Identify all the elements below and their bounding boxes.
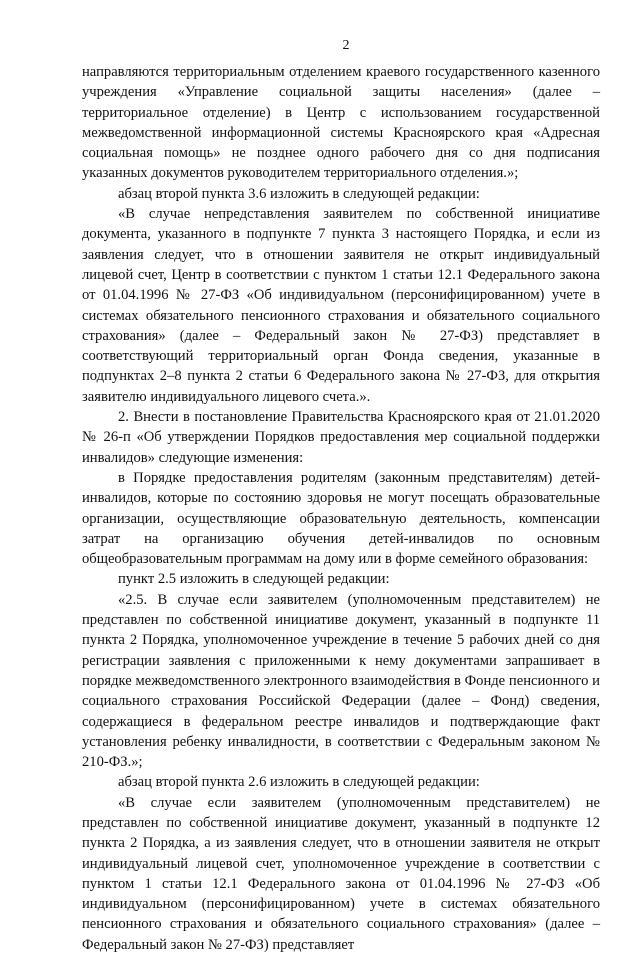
paragraph-order-title: в Порядке предоставления родителям (законным представителям) детей-инвалидов, которые по состоянию здоровья не могут посещать образовательные организации, осуществляющие образовательную деятельность, компенсации затрат на организацию обучения детей-инвалидов по основным общеобразовательным программам на дому или в форме семейного образования:: [82, 469, 600, 568]
paragraph-continuation: направляются территориальным отделением краевого государственного казенного учреждения «Управление социальной защиты населения» (далее – территориальное отделение) в Центр с использованием государственной межведомственной информационной системы Красноярского края «Адресная социальная помощь» не позднее одного рабочего дня со дня подписания указанных документов руководителем территориального отделения.»;: [82, 64, 600, 182]
paragraph-amendment-3-6-text: «В случае непредставления заявителем по собственной инициативе документа, указанного в подпункте 7 пункта 3 настоящего Порядка, и если из заявления следует, что в отношении заявителя не открыт индивидуальный лицевой счет, Центр в соответствии с пунктом 1 статьи 12.1 Федерального закона от 01.04.1996 № 27-ФЗ «Об индивидуальном (персонифицированном) учете в системах обязательного пенсионного страхования и обязательного социального страхования» (далее – Федеральный закон № 27-ФЗ) представляет в соответствующий территориальный орган Фонда сведения, указанные в подпунктах 2–8 пункта 2 статьи 6 Федерального закона № 27-ФЗ, для открытия заявителю индивидуального лицевого счета.».: [82, 206, 600, 405]
document-body: [82, 62, 600, 955]
paragraph-item-2: 2. Внести в постановление Правительства Красноярского края от 21.01.2020 № 26-п «Об утверждении Порядков предоставления мер социальной поддержки инвалидов» следующие изменения:: [82, 409, 600, 466]
paragraph-amendment-3-6-heading: абзац второй пункта 3.6 изложить в следующей редакции:: [118, 185, 480, 202]
paragraph-amendment-2-5-heading: пункт 2.5 изложить в следующей редакции:: [118, 571, 390, 588]
paragraph-amendment-2-6-heading: абзац второй пункта 2.6 изложить в следующей редакции:: [118, 774, 480, 791]
page-number: 2: [342, 38, 350, 53]
paragraph-amendment-2-6-text: «В случае если заявителем (уполномоченным представителем) не представлен по собственной инициативе документ, указанный в подпункте 12 пункта 2 Порядка, а из заявления следует, что в отношении заявителя не открыт индивидуальный лицевой счет, уполномоченное учреждение в соответствии с пунктом 1 статьи 12.1 Федерального закона от 01.04.1996 № 27-ФЗ «Об индивидуальном (персонифицированном) учете в системах обязательного пенсионного страхования и обязательного социального страхования» (далее – Федеральный закон № 27-ФЗ) представляет: [82, 794, 600, 953]
paragraph-amendment-2-5-text: «2.5. В случае если заявителем (уполномоченным представителем) не представлен по собственной инициативе документ, указанный в подпункте 11 пункта 2 Порядка, уполномоченное учреждение в течение 5 рабочих дней со дня регистрации заявления с приложенными к нему документами запрашивает в порядке межведомственного электронного взаимодействия в Фонде пенсионного и социального страхования Российской Федерации (далее – Фонд) сведения, содержащиеся в федеральном реестре инвалидов и подтверждающие факт установления ребенку инвалидности, в соответствии с Федеральным законом № 210-ФЗ.»;: [82, 591, 600, 771]
